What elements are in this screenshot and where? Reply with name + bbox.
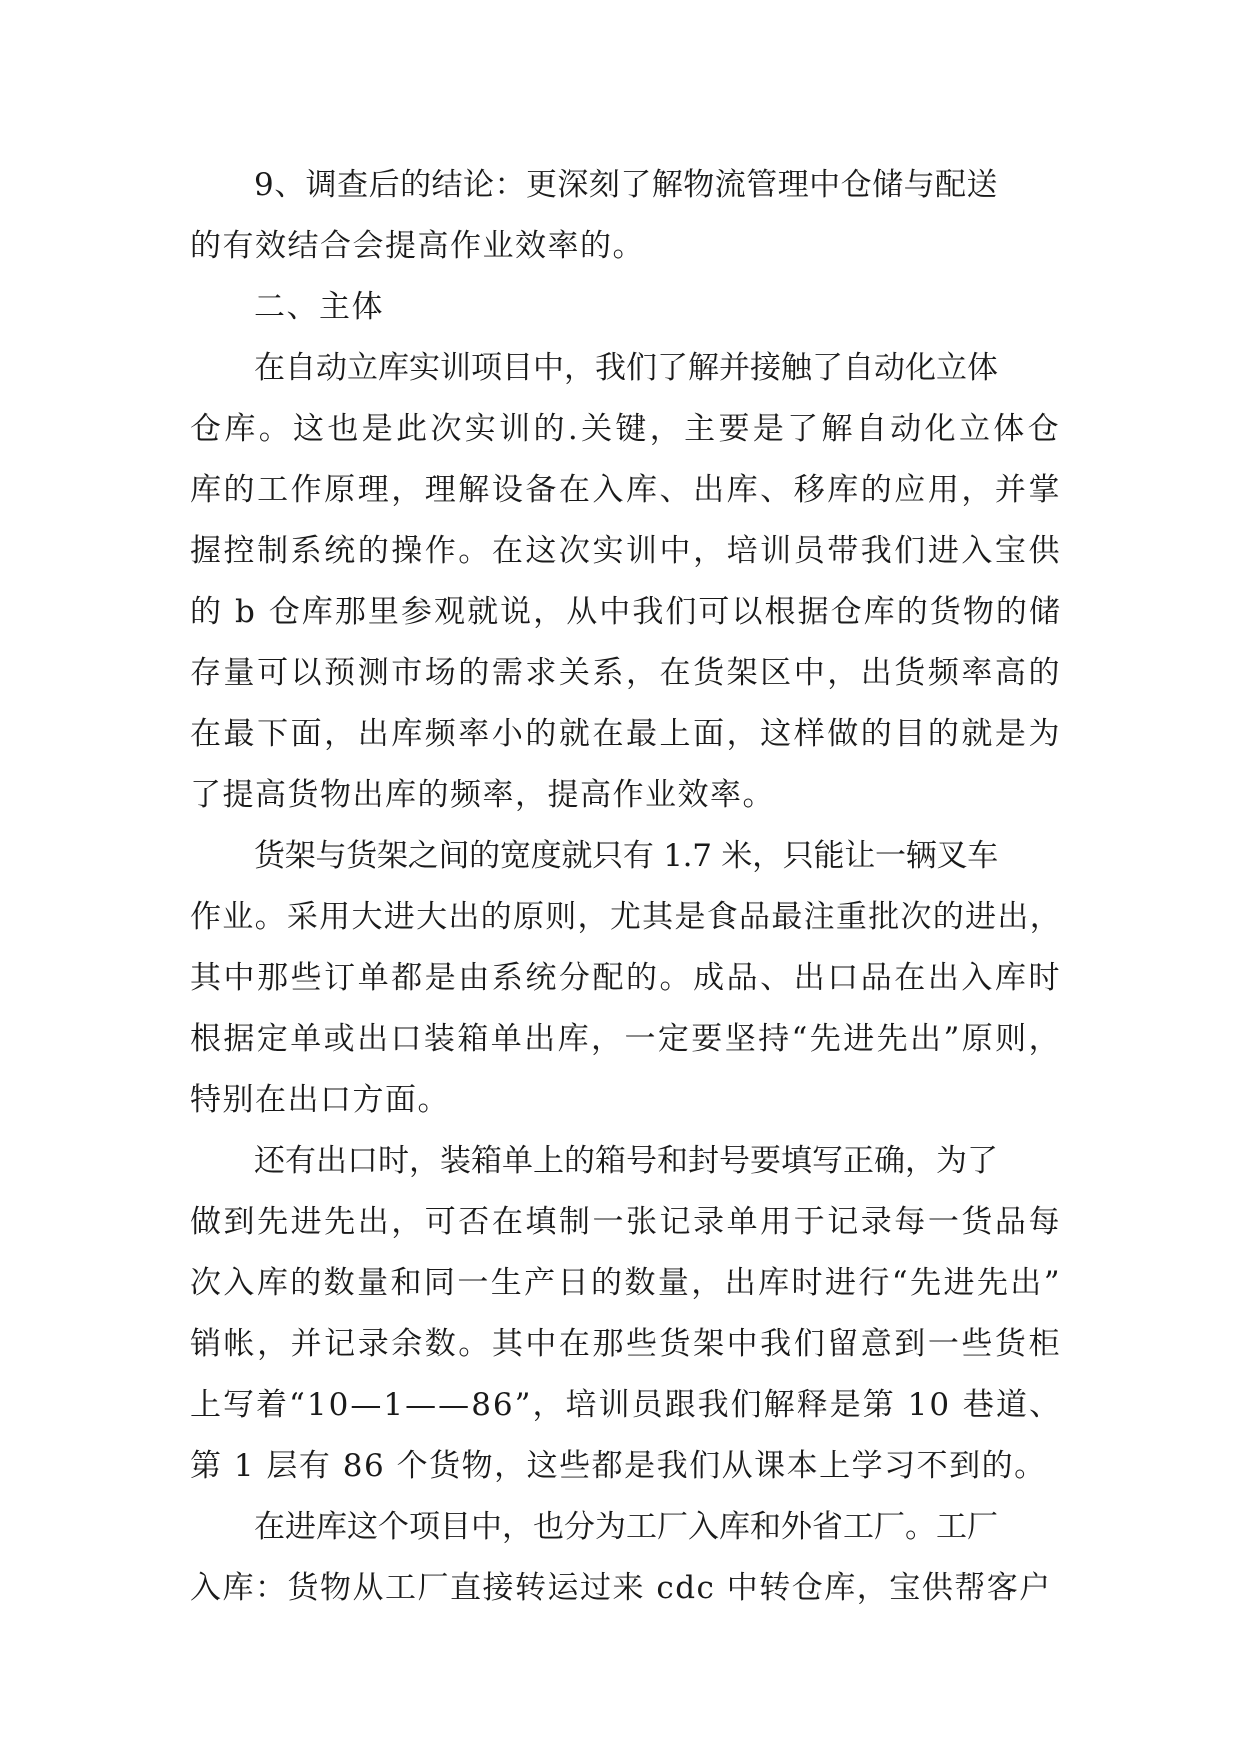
text-line: 做到先进先出，可否在填制一张记录单用于记录每一货品每 xyxy=(190,1204,1062,1240)
text-line: 在自动立库实训项目中，我们了解并接触了自动化立体 xyxy=(254,350,998,386)
text-line: 根据定单或出口装箱单出库，一定要坚持“先进先出”原则， xyxy=(190,1021,1062,1057)
text-line: 入库：货物从工厂直接转运过来 cdc 中转仓库，宝供帮客户 xyxy=(190,1570,1052,1606)
text-line: 次入库的数量和同一生产日的数量，出库时进行“先进先出” xyxy=(190,1265,1062,1301)
paragraph xyxy=(190,1497,1062,1619)
paragraph xyxy=(190,1131,1062,1497)
text-line: 第 1 层有 86 个货物，这些都是我们从课本上学习不到的。 xyxy=(190,1448,1047,1484)
text-line: 了提高货物出库的频率，提高作业效率。 xyxy=(190,777,775,813)
paragraph xyxy=(190,155,1062,277)
paragraph xyxy=(190,338,1062,826)
text-line: 库的工作原理，理解设备在入库、出库、移库的应用，并掌 xyxy=(190,472,1062,508)
text-line: 存量可以预测市场的需求关系，在货架区中，出货频率高的 xyxy=(190,655,1062,691)
text-line: 货架与货架之间的宽度就只有 1.7 米，只能让一辆叉车 xyxy=(254,838,998,874)
text-line: 销帐，并记录余数。其中在那些货架中我们留意到一些货柜 xyxy=(190,1326,1062,1362)
text-line: 握控制系统的操作。在这次实训中，培训员带我们进入宝供 xyxy=(190,533,1062,569)
text-line: 在最下面，出库频率小的就在最上面，这样做的目的就是为 xyxy=(190,716,1062,752)
text-line: 在进库这个项目中，也分为工厂入库和外省工厂。工厂 xyxy=(254,1509,998,1545)
text-line: 还有出口时，装箱单上的箱号和封号要填写正确，为了 xyxy=(254,1143,998,1179)
text-line: 二、主体 xyxy=(254,289,384,325)
paragraph xyxy=(190,277,1062,338)
text-line: 仓库。这也是此次实训的.关键，主要是了解自动化立体仓 xyxy=(190,411,1062,447)
text-line: 的有效结合会提高作业效率的。 xyxy=(190,228,645,264)
text-line: 作业。采用大进大出的原则，尤其是食品最注重批次的进出， xyxy=(190,899,1062,935)
text-line: 的 b 仓库那里参观就说，从中我们可以根据仓库的货物的储 xyxy=(190,594,1062,630)
document-body xyxy=(190,155,1062,1619)
paragraph xyxy=(190,826,1062,1131)
text-line: 上写着“10—1——86”，培训员跟我们解释是第 10 巷道、 xyxy=(190,1387,1062,1423)
text-line: 9、调查后的结论：更深刻了解物流管理中仓储与配送 xyxy=(254,167,998,203)
text-line: 其中那些订单都是由系统分配的。成品、出口品在出入库时 xyxy=(190,960,1062,996)
text-line: 特别在出口方面。 xyxy=(190,1082,450,1118)
